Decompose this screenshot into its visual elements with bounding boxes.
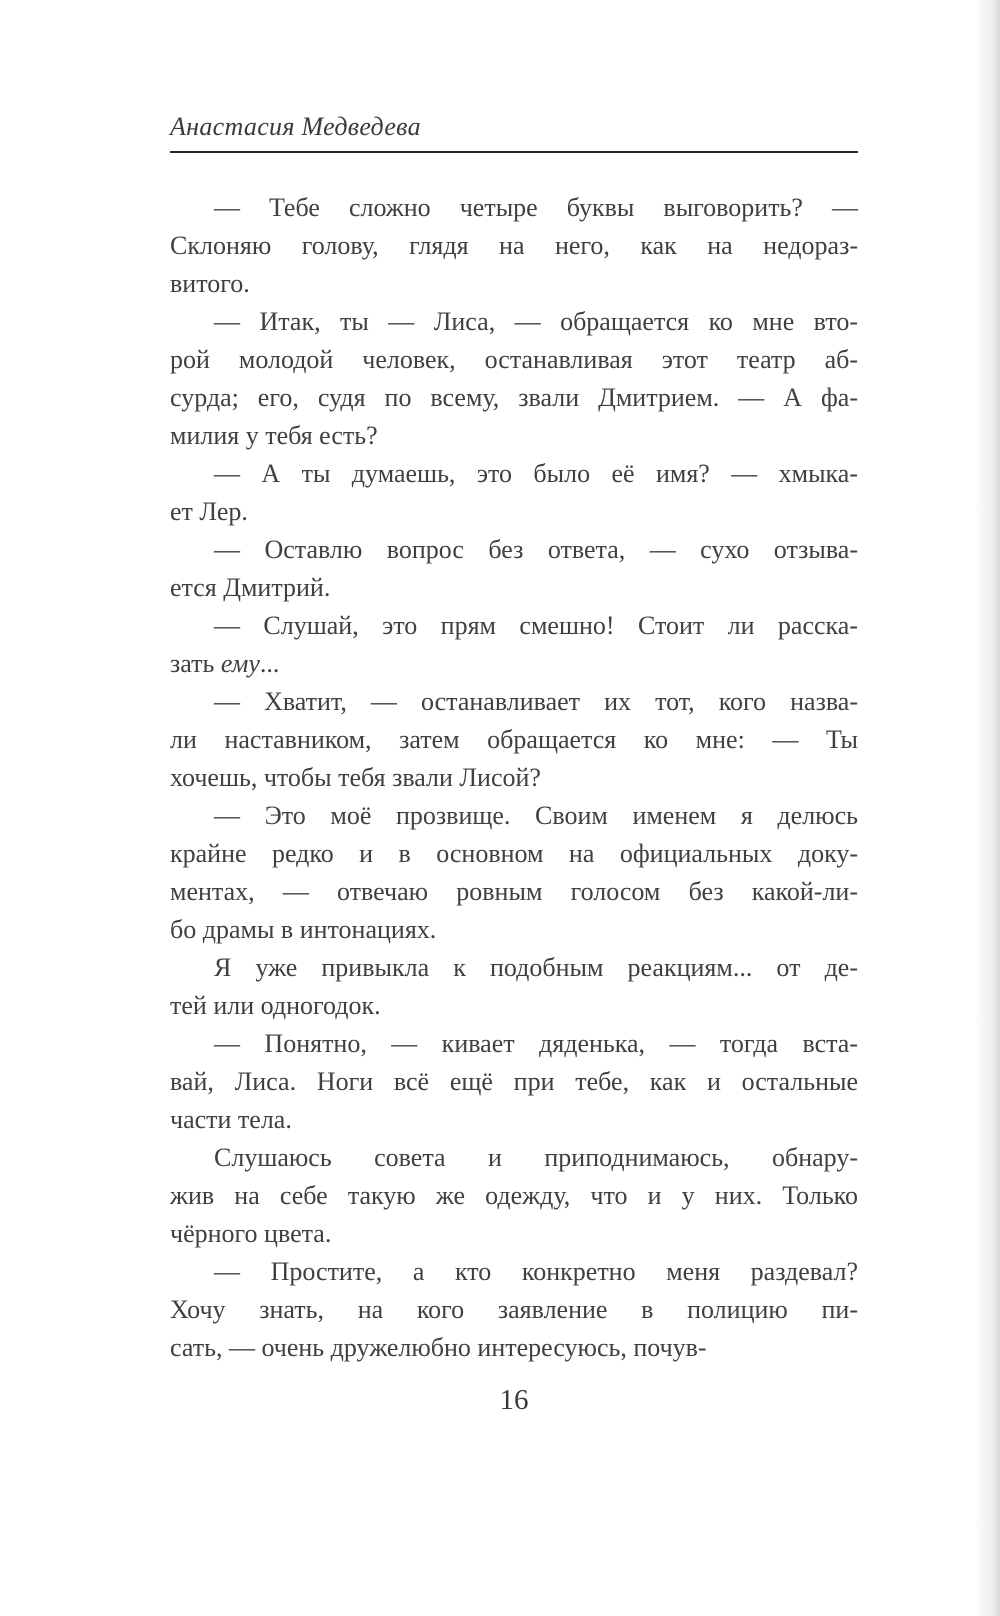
text-line: ли наставником, затем обращается ко мне: — Ты: [170, 725, 858, 754]
text-line: — Это моё прозвище. Своим именем я делюсь: [214, 801, 858, 830]
text-segment: зать: [170, 649, 221, 678]
paragraph: [170, 455, 858, 531]
text-line: — Понятно, — кивает дяденька, — тогда вста-: [214, 1029, 858, 1058]
text-line: рой молодой человек, останавливая этот театр аб-: [170, 345, 858, 374]
text-line: витого.: [170, 269, 250, 298]
paragraph: [170, 683, 858, 797]
text-line: ментах, — отвечаю ровным голосом без какой-ли-: [170, 877, 858, 906]
text-line: чёрного цвета.: [170, 1219, 332, 1248]
text-line: милия у тебя есть?: [170, 421, 378, 450]
text-line: сать, — очень дружелюбно интересуюсь, почув-: [170, 1333, 707, 1362]
text-line: вай, Лиса. Ноги всё ещё при тебе, как и остальные: [170, 1067, 858, 1096]
text-segment: ...: [259, 649, 280, 678]
text-line: ет Лер.: [170, 497, 248, 526]
paragraph: [170, 949, 858, 1025]
text-line: Склоняю голову, глядя на него, как на недораз-: [170, 231, 858, 260]
text-line: крайне редко и в основном на официальных доку-: [170, 839, 858, 868]
paragraph: [170, 797, 858, 949]
text-line: — Хватит, — останавливает их тот, кого назва-: [214, 687, 858, 716]
text-line: Слушаюсь совета и приподнимаюсь, обнару-: [214, 1143, 858, 1172]
text-line: хочешь, чтобы тебя звали Лисой?: [170, 763, 541, 792]
text-line: Я уже привыкла к подобным реакциям... от де-: [214, 953, 858, 982]
header-rule: [170, 151, 858, 153]
text-line: — Простите, а кто конкретно меня раздевал?: [214, 1257, 858, 1286]
text-line: Хочу знать, на кого заявление в полицию пи-: [170, 1295, 858, 1324]
text-line: части тела.: [170, 1105, 292, 1134]
text-line: — Слушай, это прям смешно! Стоит ли расска-: [214, 611, 858, 640]
page-number: 16: [499, 1384, 529, 1416]
paragraph: [170, 1139, 858, 1253]
paragraph: [170, 607, 858, 683]
text-line: сурда; его, судя по всему, звали Дмитрием. — А фа-: [170, 383, 858, 412]
paragraph: [170, 303, 858, 455]
paragraph: [170, 1253, 858, 1367]
text-line: жив на себе такую же одежду, что и у них. Только: [170, 1181, 858, 1210]
body-text: [170, 189, 858, 1367]
text-line: — Оставлю вопрос без ответа, — сухо отзыва-: [214, 535, 858, 564]
text-line: — Итак, ты — Лиса, — обращается ко мне вто-: [214, 307, 858, 336]
text-line: ется Дмитрий.: [170, 573, 331, 602]
italic-text: ему: [220, 649, 260, 678]
text-line: бо драмы в интонациях.: [170, 915, 437, 944]
paragraph: [170, 1025, 858, 1139]
text-line: тей или одногодок.: [170, 991, 381, 1020]
text-line: [170, 645, 858, 683]
text-line: — Тебе сложно четыре буквы выговорить? —: [214, 193, 858, 222]
author-header: Анастасия Медведева: [170, 112, 421, 141]
page-content: [170, 0, 858, 1616]
paragraph: [170, 189, 858, 303]
paragraph: [170, 531, 858, 607]
text-line: — А ты думаешь, это было её имя? — хмыка-: [214, 459, 858, 488]
